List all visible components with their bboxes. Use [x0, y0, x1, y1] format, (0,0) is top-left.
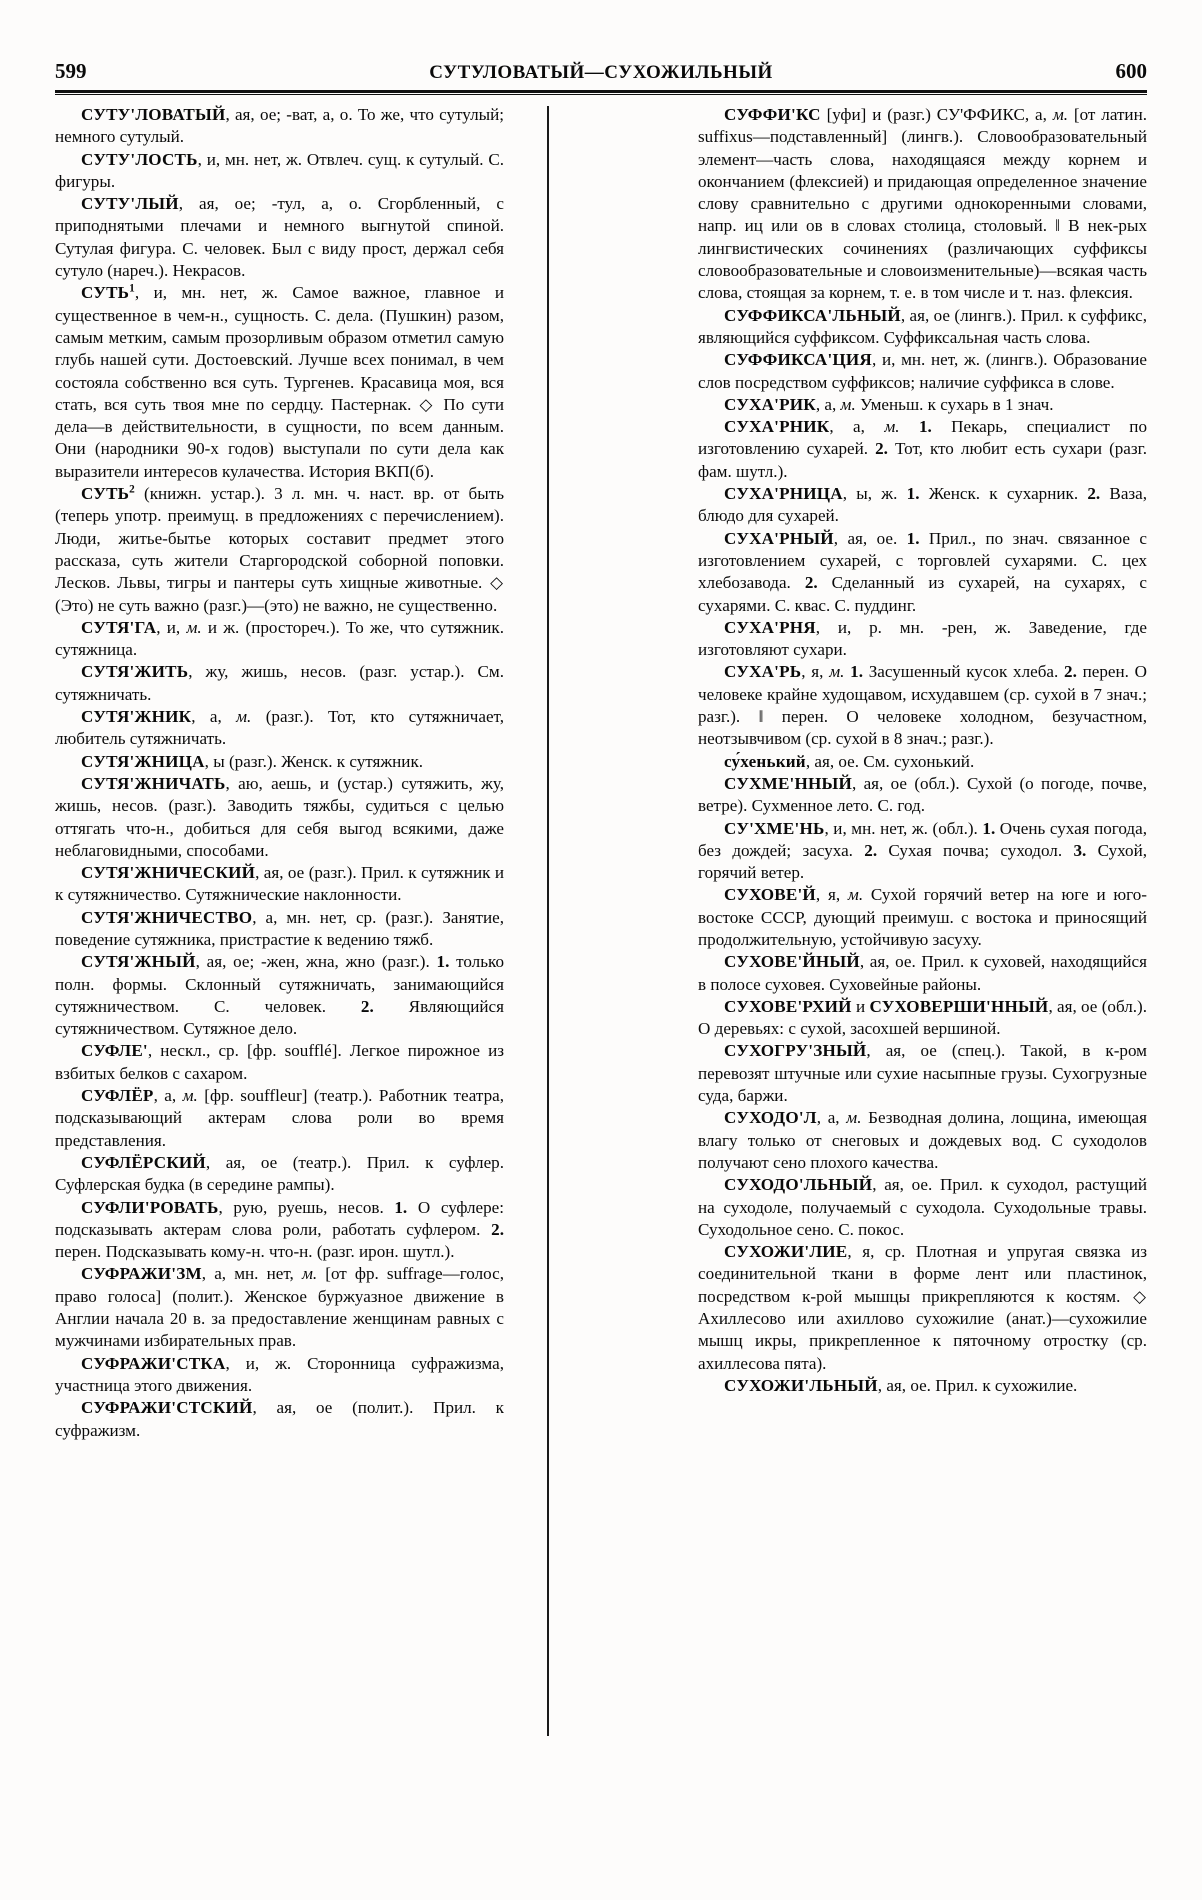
entry-body: , и, мн. нет, ж. (лингв.). Образование слов посредством суффиксов; наличие суффикса в слове.: [698, 350, 1147, 392]
dictionary-entry: [698, 305, 1147, 350]
dictionary-entry: [698, 818, 1147, 885]
entry-headword: СУХОЖИ'ЛИЕ: [724, 1242, 848, 1262]
entry-headword: СУХА'РНЫЙ: [724, 528, 834, 548]
entry-headword: СУФЛИ'РОВАТЬ: [81, 1197, 219, 1217]
entry-body: , рую, руешь, несов. 1. О суфлере: подсказывать актерам слова роли, работать суфлером. 2. перен. Подсказывать кому-н. что-н. (разг. ирон. шутл.).: [55, 1197, 504, 1262]
entry-body: , и, м. и ж. (простореч.). То же, что сутяжник. сутяжница.: [55, 617, 504, 660]
column-divider: [547, 106, 549, 1736]
left-column: [55, 104, 504, 1844]
entry-body: , и, ж. Сторонница суфражизма, участница этого движения.: [55, 1353, 504, 1395]
entry-headword: СУФРАЖИ'СТКА: [81, 1353, 226, 1373]
entry-body: , ая, ое. См. сухонький.: [805, 751, 975, 771]
entry-headword: СУТЯ'ЖНИЦА: [81, 751, 205, 771]
entry-headword: СУФРАЖИ'СТСКИЙ: [81, 1398, 253, 1418]
entry-body: , ая, ое. Прил. к сухожилие.: [877, 1375, 1078, 1395]
entry-body: , а, м. (разг.). Тот, кто сутяжничает, любитель сутяжничать.: [55, 707, 504, 749]
dictionary-entry: [698, 1107, 1147, 1174]
dictionary-entry: [698, 1174, 1147, 1241]
dictionary-entry: [55, 907, 504, 952]
dictionary-entry: [55, 1353, 504, 1398]
entry-headword: СУХА'РНИЦА: [724, 484, 843, 504]
dictionary-entry: [698, 951, 1147, 996]
dictionary-entry: [698, 661, 1147, 750]
dictionary-entry: [55, 951, 504, 1040]
entry-headword: СУХА'РНИК: [724, 417, 830, 437]
dictionary-entry: [55, 104, 504, 149]
entry-body: , ая, ое. 1. Прил., по знач. связанное с изготовлением сухарей, с торговлей сухарями. С. цех хлебозавода. 2. Сделанный из сухарей, на сухарях, с сухарями. С. квас. С. пуддинг.: [698, 528, 1147, 615]
entry-body: , а, м. 1. Пекарь, специалист по изготовлению сухарей. 2. Тот, кто любит есть сухари (разг. фам. шутл.).: [698, 417, 1147, 481]
entry-body: , ая, ое (обл.). О деревьях: с сухой, засохшей вершиной.: [698, 996, 1147, 1039]
entry-headword: СУФЛЁР: [81, 1086, 154, 1106]
entry-body: , а, м. [фр. souffleur] (театр.). Работник театра, подсказывающий актерам слова роли во время представления.: [55, 1086, 504, 1150]
dictionary-entry: [55, 1040, 504, 1085]
dictionary-entry: [698, 416, 1147, 483]
entry-headword: СУФЛЁРСКИЙ: [81, 1152, 206, 1172]
dictionary-entry: [698, 394, 1147, 416]
entry-body: , нескл., ср. [фр. soufflé]. Легкое пирожное из взбитых белков с сахаром.: [55, 1041, 504, 1083]
entry-headword: су́хенький: [724, 751, 806, 771]
dictionary-entry: [55, 1152, 504, 1197]
entry-headword: СУ'ХМЕ'НЬ: [724, 818, 825, 838]
entry-headword: СУХОЖИ'ЛЬНЫЙ: [724, 1375, 878, 1395]
entry-headword: СУТЬ: [81, 283, 130, 303]
dictionary-entry: [698, 773, 1147, 818]
entry-headword-variant: СУХОВЕРШИ'ННЫЙ: [869, 996, 1049, 1016]
entry-body: , ая, ое (обл.). Сухой (о погоде, почве, ветре). Сухменное лето. С. год.: [698, 773, 1147, 816]
entry-headword: СУФЛЕ': [81, 1041, 148, 1061]
entry-body: , ая, ое (разг.). Прил. к сутяжник и к сутяжничество. Сутяжнические наклонности.: [55, 863, 504, 905]
dictionary-entry: [55, 483, 504, 617]
dictionary-entry: [698, 751, 1147, 773]
entry-headword: СУХА'РЬ: [724, 662, 802, 682]
dictionary-entry: [698, 349, 1147, 394]
entry-headword: СУТЯ'ЖНИЧЕСТВО: [81, 907, 253, 927]
entry-body: , и, мн. нет, ж. Отвлеч. сущ. к сутулый. С. фигуры.: [55, 149, 504, 191]
entry-body: , я, ср. Плотная и упругая связка из соединительной ткани в форме лент или пластинок, посредством к-рой мышцы прикрепляются к костям. ◇ Ахиллесово или ахиллово сухожилие (анат.)—сухожилие мышц икры, прикрепленное к пяточному отростку (ср. ахиллесова пята).: [698, 1242, 1147, 1373]
entry-headword: СУХОДО'Л: [724, 1108, 817, 1128]
entry-headword: СУФФИКСА'ЦИЯ: [724, 350, 872, 370]
entry-body: , ая, ое (театр.). Прил. к суфлер. Суфлерская будка (в середине рампы).: [55, 1152, 504, 1195]
dictionary-entry: [55, 1397, 504, 1442]
entry-body: , жу, жишь, несов. (разг. устар.). См. сутяжничать.: [55, 662, 504, 704]
entry-headword: СУХОВЕ'Й: [724, 885, 816, 905]
dictionary-entry: [698, 884, 1147, 951]
dictionary-entry: [698, 1241, 1147, 1375]
entry-body: , ая, ое (полит.). Прил. к суфражизм.: [55, 1398, 504, 1440]
dictionary-entry: [55, 1197, 504, 1264]
entry-body: , ая, ое (спец.). Такой, в к-ром перевозят штучные или сухие насыпные грузы. Сухогрузные суда, баржи.: [698, 1041, 1147, 1106]
dictionary-entry: [55, 661, 504, 706]
folio-right: 600: [1115, 59, 1147, 83]
header-rule: [55, 90, 1147, 95]
entry-headword: СУТЯ'ЖНИЧЕСКИЙ: [81, 863, 256, 883]
entry-body: , и, мн. нет, ж. Самое важное, главное и существенное в чем-н., сущность. С. дела. (Пушкин) разом, самым метким, самым прозорливым образом отметил самую глубь нашей сути. Достоевский. Лучше всех понимал, в чем состояла собственно вся суть. Тургенев. Красавица моя, вся стать, вся суть твоя мне по сердцу. Пастернак. ◇ По сути дела—в действительности, в сущности, по всем данным. Они (народники 90-х годов) выступали по сути дела как выразители интересов кулачества. История ВКП(б).: [55, 283, 504, 481]
entry-headword: СУХА'РНЯ: [724, 617, 816, 637]
running-title: СУТУЛОВАТЫЙ—СУХОЖИЛЬНЫЙ: [429, 62, 773, 83]
entry-body: , я, м. Сухой горячий ветер на юге и юго-востоке СССР, дующий преимуш. с востока и приносящий продолжительную, устойчивую засуху.: [698, 885, 1147, 949]
entry-body: , а, м. Уменьш. к сухарь в 1 знач.: [815, 394, 1054, 414]
entry-body: , ы, ж. 1. Женск. к сухарник. 2. Ваза, блюдо для сухарей.: [698, 484, 1148, 526]
dictionary-entry: [55, 751, 504, 773]
homograph-number: 2: [129, 483, 135, 496]
entry-body: (книжн. устар.). 3 л. мн. ч. наст. вр. от быть (теперь употр. преимущ. в предложениях с перечислением). Люди, житье-бытье которых составит предмет этого рассказа, суть жители Старгородской соборной поповки. Лесков. Львы, тигры и пантеры суть хищные животные. ◇ (Это) не суть важно (разг.)—(это) не важно, не существенно.: [55, 484, 504, 615]
dictionary-entry: [698, 104, 1147, 305]
entry-headword: СУХОГРУ'ЗНЫЙ: [724, 1041, 867, 1061]
entry-body: , ая, ое; -жен, жна, жно (разг.). 1. только полн. формы. Склонный сутяжничать, занимающийся сутяжничеством. С. человек. 2. Являющийся сутяжничеством. Сутяжное дело.: [55, 952, 504, 1039]
dictionary-entry: [55, 149, 504, 194]
entry-headword: СУФФИКСА'ЛЬНЫЙ: [724, 305, 901, 325]
entry-headword: СУТЯ'ЖНИК: [81, 707, 192, 727]
dictionary-entry: [55, 282, 504, 483]
dictionary-entry: [698, 996, 1147, 1041]
dictionary-entry: [55, 1085, 504, 1152]
entry-headword: СУТЯ'ЖИТЬ: [81, 662, 189, 682]
entry-headword: СУХОВЕ'РХИЙ: [724, 996, 852, 1016]
entry-body: , ы (разг.). Женск. к сутяжник.: [204, 751, 424, 771]
entry-headword: СУТЯ'ЖНЫЙ: [81, 952, 196, 972]
entry-body: , а, мн. нет, м. [от фр. suffrage—голос, право голоса] (полит.). Женское буржуазное движение в Англии начала 20 в. за предоставление женщинам равных с мужчинами избирательных прав.: [55, 1264, 504, 1351]
entry-body: , аю, аешь, и (устар.) сутяжить, жу, жишь, несов. (разг.). Заводить тяжбы, судиться с целью оттягать что-н., добиться для себя выгод всякими, даже неблаговидными, способами.: [55, 773, 504, 860]
running-head: [55, 50, 1147, 84]
entry-headword: СУХМЕ'ННЫЙ: [724, 773, 852, 793]
entry-body: , ая, ое; -тул, а, о. Сгорбленный, с приподнятыми плечами и немного выгнутой спиной. Сутулая фигура. С. человек. Был с виду прост, держал себя сутуло (нареч.). Некрасов.: [55, 194, 504, 281]
dictionary-entry: [698, 483, 1147, 528]
entry-body: , а, м. Безводная долина, лощина, имеющая влагу только от снеговых и дождевых вод. С суходолов получают сено плохого качества.: [698, 1108, 1147, 1172]
dictionary-entry: [55, 617, 504, 662]
dictionary-entry: [55, 706, 504, 751]
entry-headword: СУТУ'ЛОСТЬ: [81, 149, 198, 169]
entry-headword: СУХОВЕ'ЙНЫЙ: [724, 952, 860, 972]
entry-headword: СУХОДО'ЛЬНЫЙ: [724, 1175, 873, 1195]
entry-headword: СУФФИ'КС: [724, 105, 821, 124]
folio-left: 599: [55, 59, 87, 83]
entry-body: , ая, ое. Прил. к суходол, растущий на суходоле, получаемый с суходола. Суходольные травы. Суходольное сено. С. покос.: [698, 1175, 1147, 1239]
entry-headword: СУФРАЖИ'ЗМ: [81, 1264, 202, 1284]
entry-body: , ая, ое. Прил. к суховей, находящийся в полосе суховея. Суховейные районы.: [698, 952, 1147, 994]
entry-body: , я, м. 1. Засушенный кусок хлеба. 2. перен. О человеке крайне худощавом, исхудавшем (ср. сухой в 7 знач.; разг.). ‖ перен. О человеке холодном, безучастном, неотзывчивом (ср. сухой в 8 знач.; разг.).: [698, 662, 1147, 749]
entry-body: , ая, ое (лингв.). Прил. к суффикс, являющийся суффиксом. Суффиксальная часть слова.: [698, 305, 1147, 347]
entry-headword: СУХА'РИК: [724, 394, 816, 414]
right-column: [698, 104, 1147, 1844]
column-container: [55, 104, 1147, 1844]
dictionary-entry: [698, 1040, 1147, 1107]
entry-headword: СУТЯ'ЖНИЧАТЬ: [81, 773, 226, 793]
dictionary-entry: [55, 773, 504, 862]
entry-body: , и, р. мн. -рен, ж. Заведение, где изготовляют сухари.: [698, 617, 1147, 660]
entry-body: , и, мн. нет, ж. (обл.). 1. Очень сухая погода, без дождей; засуха. 2. Сухая почва; суходол. 3. Сухой, горячий ветер.: [698, 818, 1147, 883]
entry-headword: СУТЯ'ГА: [81, 617, 157, 637]
homograph-number: 1: [129, 282, 135, 295]
dictionary-entry: [55, 1263, 504, 1352]
dictionary-entry: [55, 862, 504, 907]
dictionary-entry: [55, 193, 504, 282]
dictionary-entry: [698, 528, 1147, 617]
entry-headword: СУТУ'ЛЫЙ: [81, 194, 179, 214]
entry-headword: СУТЬ: [81, 484, 130, 504]
headword-conjunction: и: [851, 996, 870, 1016]
dictionary-entry: [698, 617, 1147, 662]
entry-body: , а, мн. нет, ср. (разг.). Занятие, поведение сутяжника, пристрастие к ведению тяжб.: [55, 907, 504, 949]
entry-headword: СУТУ'ЛОВАТЫЙ: [81, 105, 226, 124]
entry-body: , ая, ое; -ват, а, о. То же, что сутулый; немного сутулый.: [55, 105, 504, 147]
dictionary-entry: [698, 1375, 1147, 1397]
entry-body: [уфи] и (разг.) СУ'ФФИКС, а, м. [от латин. suffixus—подставленный] (лингв.). Словообразовательный элемент—часть слова, находящаяся между корнем и окончанием (флексией) и придающая определенное значение слову сравнительно с другими однокоренными словами, напр. иц или ов в словах столица, столовый. ‖ В нек-рых лингвистических сочинениях (различающих суффиксы словообразовательные и словоизменительные)—всякая часть слова, стоящая за корнем, т. е. в том числе и т. наз. флексия.: [698, 105, 1148, 303]
